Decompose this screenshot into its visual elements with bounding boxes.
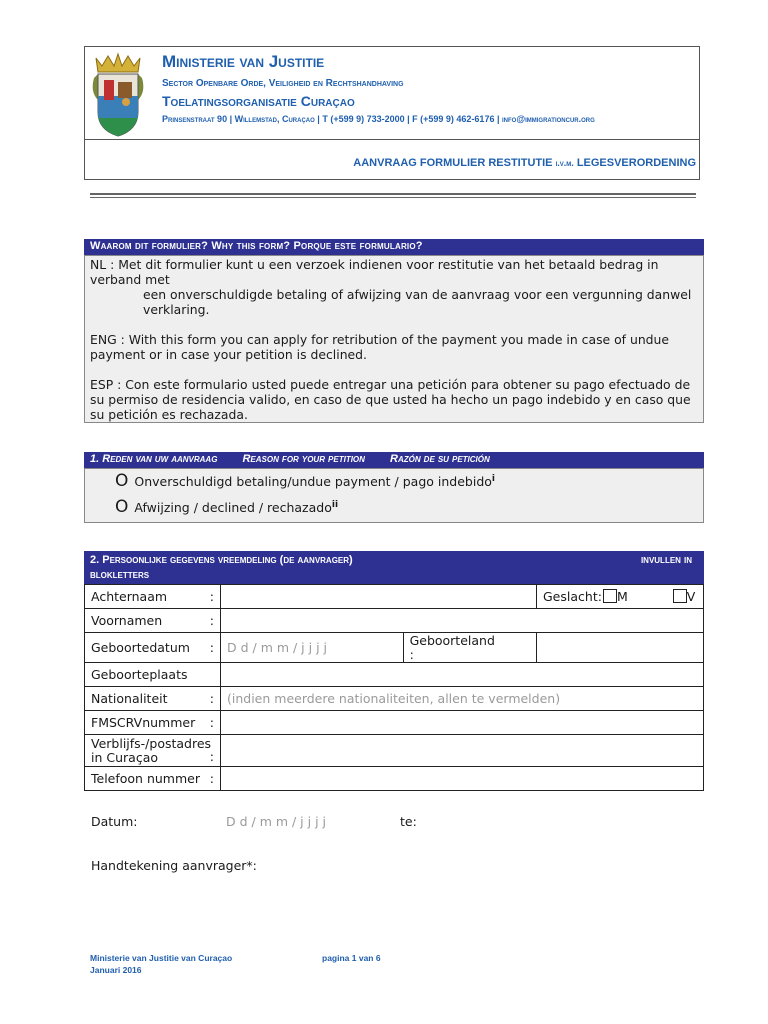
reason-option-undue[interactable]: [115, 471, 495, 491]
reason-title: [84, 452, 704, 468]
page-number: pagina 1 van 6: [322, 953, 381, 963]
ministry-name: Ministerie van Justitie: [162, 52, 325, 71]
female-checkbox[interactable]: [673, 589, 687, 603]
nationaliteit-field[interactable]: (indien meerdere nationaliteiten, allen te vermelden): [221, 687, 704, 711]
intro-nl-continued: een onverschuldigde betaling of afwijzing van de aanvraag voor een vergunning danwel verklaring.: [143, 287, 692, 317]
personal-data-table: [84, 584, 704, 791]
telefoon-field[interactable]: [221, 767, 704, 791]
label-geboorteland: Geboorteland :: [403, 633, 536, 663]
form-title: [353, 157, 696, 169]
table-row: [85, 585, 704, 609]
datum-field[interactable]: D d / m m / j j j j: [226, 814, 326, 829]
datum-label: Datum:: [91, 814, 138, 829]
voornamen-field[interactable]: [221, 609, 704, 633]
reason-panel: [84, 468, 704, 523]
coat-of-arms-icon: [88, 52, 148, 138]
intro-panel: [84, 255, 704, 423]
sector-name: Sector Openbare Orde, Veiligheid en Rechtshandhaving: [162, 78, 404, 89]
footer-ministry: Ministerie van Justitie van Curaçao: [90, 953, 233, 963]
intro-nl: NL : Met dit formulier kunt u een verzoek indienen voor restitutie van het betaald bedrag in verband met: [90, 257, 659, 287]
label-achternaam: Achternaam :: [85, 585, 221, 609]
letterhead-divider: [85, 139, 699, 140]
achternaam-field[interactable]: [221, 585, 537, 609]
email-link[interactable]: info@immigrationcur.org: [501, 114, 595, 124]
female-label: V: [686, 589, 696, 604]
table-row: [85, 633, 704, 663]
male-checkbox[interactable]: [603, 589, 617, 603]
signature-label: Handtekening aanvrager*:: [91, 858, 257, 873]
label-geboorteplaats: Geboorteplaats: [85, 663, 221, 687]
footer-date: Januari 2016: [90, 965, 142, 975]
personal-section: [84, 551, 704, 791]
label-verblijfsadres: Verblijfs-/postadres in Curaçao :: [85, 735, 221, 767]
address-text: Prinsenstraat 90 | Willemstad, Curaçao | T (+599 9) 733-2000 | F (+599 9) 462-6176 |: [162, 114, 500, 124]
label-telefoon: Telefoon nummer :: [85, 767, 221, 791]
footnote-marker: ii: [331, 499, 339, 510]
label-nationaliteit: Nationaliteit :: [85, 687, 221, 711]
label-geboortedatum: Geboortedatum :: [85, 633, 221, 663]
radio-circle-icon[interactable]: O: [115, 471, 129, 491]
reason-option-declined[interactable]: [115, 497, 338, 517]
intro-section: [84, 239, 704, 423]
personal-title-note: invullen in: [640, 554, 692, 566]
form-title-abbrev: i.v.m.: [555, 158, 574, 168]
geboorteland-field[interactable]: [537, 633, 704, 663]
reason-title-nl: 1. Reden van uw aanvraag: [90, 453, 218, 465]
personal-title: [84, 551, 704, 584]
footnote-marker: i: [491, 473, 495, 484]
table-row: [85, 687, 704, 711]
verblijfsadres-field[interactable]: [221, 735, 704, 767]
table-row: [85, 767, 704, 791]
intro-title: Waarom dit formulier? Why this form? Porque este formulario?: [84, 239, 704, 255]
reason-title-en: Reason for your petition: [242, 453, 365, 465]
organisation-name: Toelatingsorganisatie Curaçao: [162, 93, 355, 109]
table-row: [85, 609, 704, 633]
label-voornamen: Voornamen :: [85, 609, 221, 633]
reason-option-label: Afwijzing / declined / rechazado: [134, 500, 332, 515]
divider-line: [90, 197, 696, 198]
male-label: M: [616, 589, 628, 604]
table-row: [85, 663, 704, 687]
geslacht-label: Geslacht:: [543, 589, 602, 604]
reason-section: [84, 452, 704, 523]
fmscrv-field[interactable]: [221, 711, 704, 735]
geslacht-cell: [537, 585, 704, 609]
reason-option-label: Onverschuldigd betaling/undue payment / pago indebido: [134, 474, 492, 489]
divider-line: [90, 193, 696, 195]
table-row: [85, 711, 704, 735]
intro-esp: ESP : Con este formulario usted puede entregar una petición para obtener su pago efectuado de su permiso de residencia valido, en caso de que usted ha hecho un pago indebido y en caso que su petición es rechazada.: [90, 377, 691, 422]
te-label: te:: [400, 814, 417, 829]
geboortedatum-field[interactable]: D d / m m / j j j j: [221, 633, 404, 663]
radio-circle-icon[interactable]: O: [115, 497, 129, 517]
reason-title-es: Razón de su petición: [390, 453, 490, 465]
personal-title-note-cont: blokletters: [90, 569, 150, 581]
intro-eng: ENG : With this form you can apply for retribution of the payment you made in case of undue payment or in case your petition is declined.: [90, 332, 670, 362]
personal-title-text: 2. Persoonlijke gegevens vreemdeling (de aanvrager): [90, 554, 353, 566]
form-title-part: AANVRAAG FORMULIER RESTITUTIE: [353, 157, 553, 169]
geboorteplaats-field[interactable]: [221, 663, 704, 687]
contact-line: [162, 114, 595, 124]
table-row: [85, 735, 704, 767]
label-fmscrv: FMSCRVnummer :: [85, 711, 221, 735]
form-title-part: LEGESVERORDENING: [576, 157, 696, 169]
